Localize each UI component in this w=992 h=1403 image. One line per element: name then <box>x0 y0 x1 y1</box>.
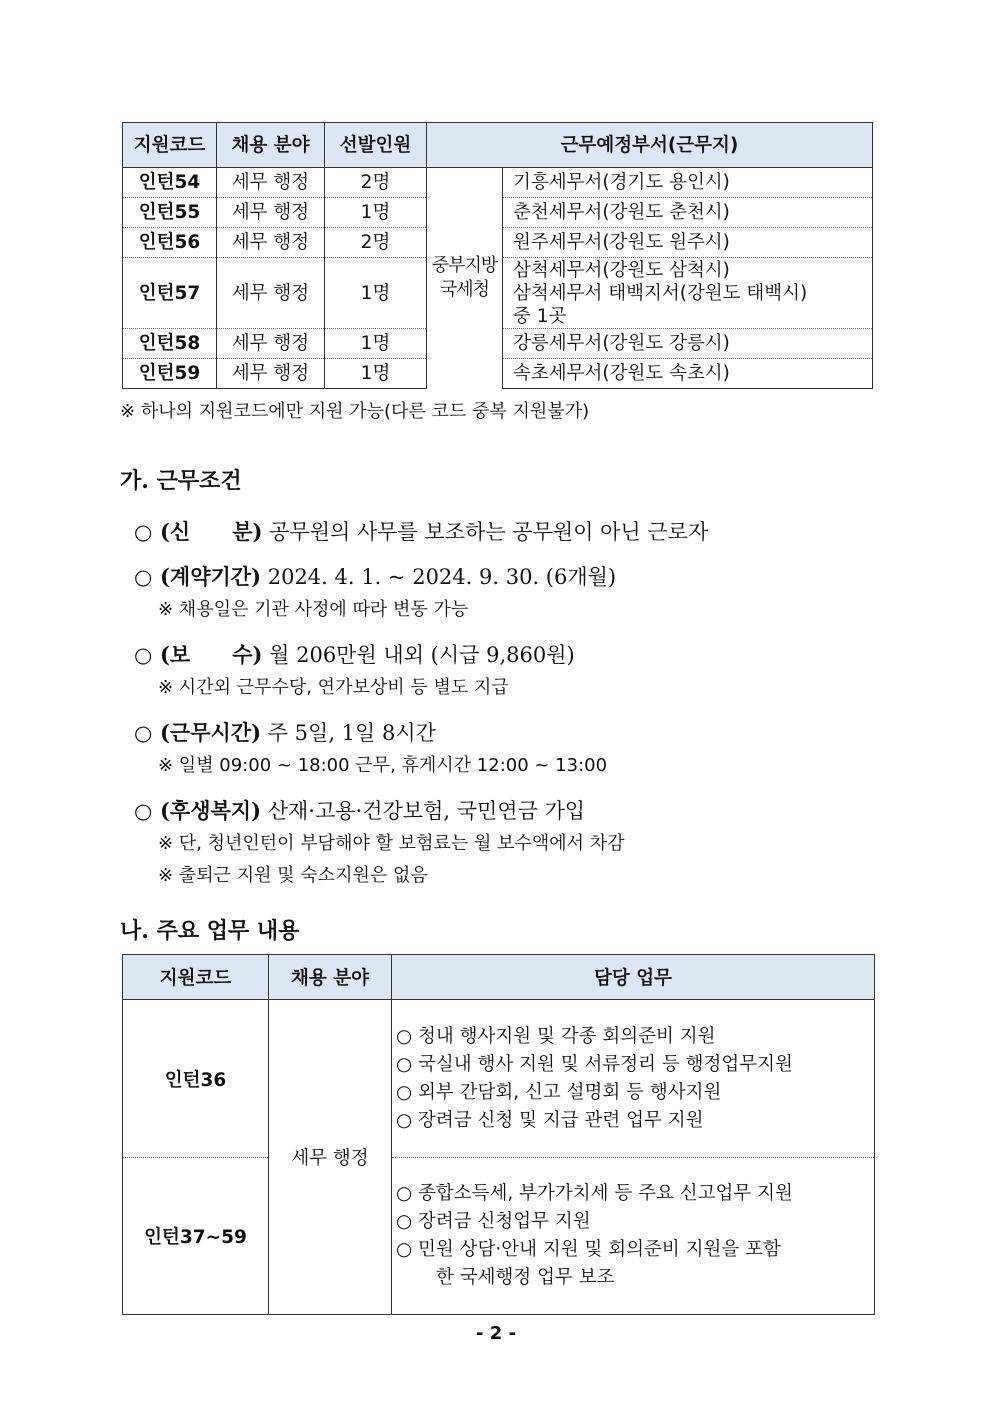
row-code: 인턴56 <box>123 228 217 258</box>
condition-text: 2024. 4. 1. ~ 2024. 9. 30. (6개월) <box>267 565 617 589</box>
table-row <box>123 1158 875 1315</box>
duty-item: ○ 장려금 신청 및 지급 관련 업무 지원 <box>396 1109 704 1131</box>
row-code: 인턴55 <box>123 198 217 228</box>
row-count: 1명 <box>325 329 427 359</box>
row-field: 세무 행정 <box>269 1000 392 1315</box>
circle-bullet-icon: ○ <box>134 520 153 544</box>
duty-item: ○ 국실내 행사 지원 및 서류정리 등 행정업무지원 <box>396 1053 793 1075</box>
duty-item: ○ 외부 간담회, 신고 설명회 등 행사지원 <box>396 1081 722 1103</box>
duty-item: ○ 종합소득세, 부가가치세 등 주요 신고업무 지원 <box>396 1183 793 1204</box>
duty-item-continuation: 한 국세행정 업무 보조 <box>436 1267 615 1288</box>
header-dept: 근무예정부서(근무지) <box>427 123 873 168</box>
row-dept: 강릉세무서(강원도 강릉시) <box>503 329 873 359</box>
condition-item <box>134 641 575 669</box>
circle-bullet-icon: ○ <box>134 565 153 589</box>
condition-note: ※ 출퇴근 지원 및 숙소지원은 없음 <box>158 865 428 886</box>
row-field: 세무 행정 <box>217 329 325 359</box>
condition-text: 공무원의 사무를 보조하는 공무원이 아닌 근로자 <box>269 520 709 544</box>
row-count: 2명 <box>325 168 427 198</box>
section-title-main-duties: 나. 주요 업무 내용 <box>120 918 300 944</box>
condition-item <box>134 719 436 747</box>
header-count: 선발인원 <box>325 123 427 168</box>
header-field: 채용 분야 <box>217 123 325 168</box>
row-count: 1명 <box>325 258 427 329</box>
row-code: 인턴36 <box>123 1000 269 1158</box>
condition-text: 산재·고용·건강보험, 국민연금 가입 <box>267 799 586 823</box>
condition-note: ※ 일별 09:00 ~ 18:00 근무, 휴게시간 12:00 ~ 13:00 <box>158 755 608 776</box>
row-duties <box>392 1158 875 1315</box>
condition-item <box>134 563 616 591</box>
row-field: 세무 행정 <box>217 258 325 329</box>
duties-table <box>122 954 875 1315</box>
condition-note: ※ 채용일은 기관 사정에 따라 변동 가능 <box>158 599 469 620</box>
row-field: 세무 행정 <box>217 168 325 198</box>
row-count: 1명 <box>325 198 427 228</box>
row-dept: 기흥세무서(경기도 용인시) <box>503 168 873 198</box>
row-duties <box>392 1000 875 1158</box>
duty-item: ○ 민원 상담·안내 지원 및 회의준비 지원을 포함 <box>396 1239 781 1260</box>
row-field: 세무 행정 <box>217 359 325 389</box>
table-header-row <box>123 123 873 168</box>
table-row <box>123 1000 875 1158</box>
recruitment-table <box>122 122 873 389</box>
row-field: 세무 행정 <box>217 198 325 228</box>
row-dept-multiline <box>503 258 873 329</box>
row-dept: 속초세무서(강원도 속초시) <box>503 359 873 389</box>
office-name <box>427 168 503 389</box>
row-dept: 춘천세무서(강원도 춘천시) <box>503 198 873 228</box>
row-field: 세무 행정 <box>217 228 325 258</box>
row-count: 2명 <box>325 228 427 258</box>
row-code: 인턴59 <box>123 359 217 389</box>
table-row <box>123 168 873 198</box>
row-code: 인턴54 <box>123 168 217 198</box>
office-text: 중부지방 국세청 <box>431 255 498 301</box>
header-code: 지원코드 <box>123 123 217 168</box>
condition-label: (근무시간) <box>160 720 262 745</box>
row-count: 1명 <box>325 359 427 389</box>
duty-item: ○ 장려금 신청업무 지원 <box>396 1211 591 1232</box>
row-dept: 원주세무서(강원도 원주시) <box>503 228 873 258</box>
table-header-row <box>123 955 875 1000</box>
header-duties: 담당 업무 <box>392 955 875 1000</box>
row-code: 인턴57 <box>123 258 217 329</box>
dept-line: 삼척세무서(강원도 삼척시) <box>513 259 730 281</box>
header-code: 지원코드 <box>123 955 269 1000</box>
dept-line: 삼척세무서 태백지서(강원도 태백시) <box>513 282 808 304</box>
condition-note: ※ 시간외 근무수당, 연가보상비 등 별도 지급 <box>158 677 509 698</box>
page-number: - 2 - <box>476 1323 516 1344</box>
condition-label: (계약기간) <box>160 564 262 589</box>
condition-item <box>134 518 708 546</box>
section-title-work-conditions: 가. 근무조건 <box>120 468 242 494</box>
condition-label: (후생복지) <box>160 798 262 823</box>
condition-note: ※ 단, 청년인턴이 부담해야 할 보험료는 월 보수액에서 차감 <box>158 833 625 854</box>
circle-bullet-icon: ○ <box>134 799 153 823</box>
condition-label: (신 분) <box>160 519 263 544</box>
row-code: 인턴58 <box>123 329 217 359</box>
condition-label: (보 수) <box>160 642 263 667</box>
row-code: 인턴37~59 <box>123 1158 269 1315</box>
table-note: ※ 하나의 지원코드에만 지원 가능(다른 코드 중복 지원불가) <box>120 401 590 422</box>
condition-item <box>134 797 585 825</box>
circle-bullet-icon: ○ <box>134 721 153 745</box>
condition-text: 주 5일, 1일 8시간 <box>267 721 436 745</box>
dept-line: 중 1곳 <box>513 305 567 327</box>
circle-bullet-icon: ○ <box>134 643 153 667</box>
condition-text: 월 206만원 내외 (시급 9,860원) <box>269 643 575 667</box>
header-field: 채용 분야 <box>269 955 392 1000</box>
duty-item: ○ 청내 행사지원 및 각종 회의준비 지원 <box>396 1025 716 1047</box>
